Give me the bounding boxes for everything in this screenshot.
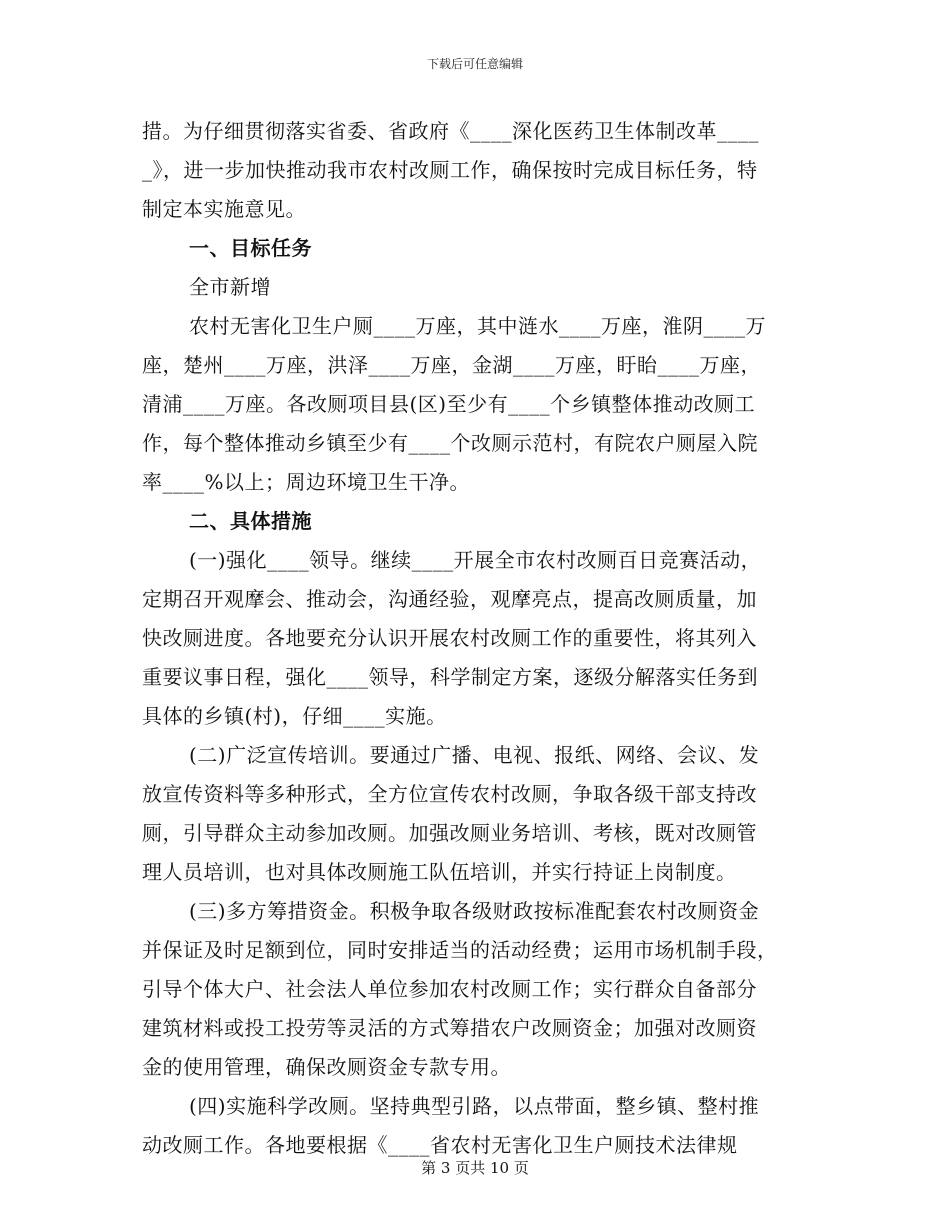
body-line: 放宣传资料等多种形式，全方位宣传农村改厕，争取各级干部支持改 [142,782,757,806]
body-line: 引导个体大户、社会法人单位参加农村改厕工作；实行群众自备部分 [142,977,757,1001]
page-header: 下载后可任意编辑 [426,57,523,71]
body-line: 座，楚州____万座，洪泽____万座，金湖____万座，盱眙____万座， [142,353,761,377]
body-line: 并保证及时足额到位，同时安排适当的活动经费；运用市场机制手段， [142,938,778,962]
body-line: 具体的乡镇(村)，仔细____实施。 [142,704,447,728]
body-line: 全市新增 [189,275,271,299]
body-line: (一)强化____领导。继续____开展全市农村改厕百日竞赛活动， [189,548,762,572]
body-line: 清浦____万座。各改厕项目县(区)至少有____个乡镇整体推动改厕工 [142,392,756,416]
body-line: 农村无害化卫生户厕____万座，其中涟水____万座，淮阴____万 [189,314,766,338]
body-line: 定期召开观摩会、推动会，沟通经验，观摩亮点，提高改厕质量，加 [142,587,757,611]
body-line: 理人员培训，也对具体改厕施工队伍培训，并实行持证上岗制度。 [142,860,737,884]
page-footer: 第 3 页共 10 页 [421,1159,529,1177]
section-heading: 二、具体措施 [189,509,312,533]
body-line: 率____%以上；周边环境卫生干净。 [142,470,471,494]
body-line: (三)多方筹措资金。积极争取各级财政按标准配套农村改厕资金 [189,899,760,923]
body-line: 措。为仔细贯彻落实省委、省政府《____深化医药卫生体制改革____ [142,119,759,143]
body-line: 金的使用管理，确保改厕资金专款专用。 [142,1055,511,1079]
body-line: _》，进一步加快推动我市农村改厕工作，确保按时完成目标任务，特 [142,158,758,182]
body-line: 作，每个整体推动乡镇至少有____个改厕示范村，有院农户厕屋入院 [142,431,758,455]
body-line: (四)实施科学改厕。坚持典型引路，以点带面，整乡镇、整村推 [189,1094,760,1118]
section-heading: 一、目标任务 [189,236,312,260]
body-line: (二)广泛宣传培训。要通过广播、电视、报纸、网络、会议、发 [189,743,760,767]
body-line: 制定本实施意见。 [142,197,306,221]
body-line: 重要议事日程，强化____领导，科学制定方案，逐级分解落实任务到 [142,665,758,689]
body-line: 动改厕工作。各地要根据《____省农村无害化卫生户厕技术法律规 [142,1133,738,1157]
body-line: 快改厕进度。各地要充分认识开展农村改厕工作的重要性，将其列入 [142,626,757,650]
document-body [142,112,810,1165]
body-line: 厕，引导群众主动参加改厕。加强改厕业务培训、考核，既对改厕管 [142,821,757,845]
body-line: 建筑材料或投工投劳等灵活的方式筹措农户改厕资金；加强对改厕资 [142,1016,757,1040]
